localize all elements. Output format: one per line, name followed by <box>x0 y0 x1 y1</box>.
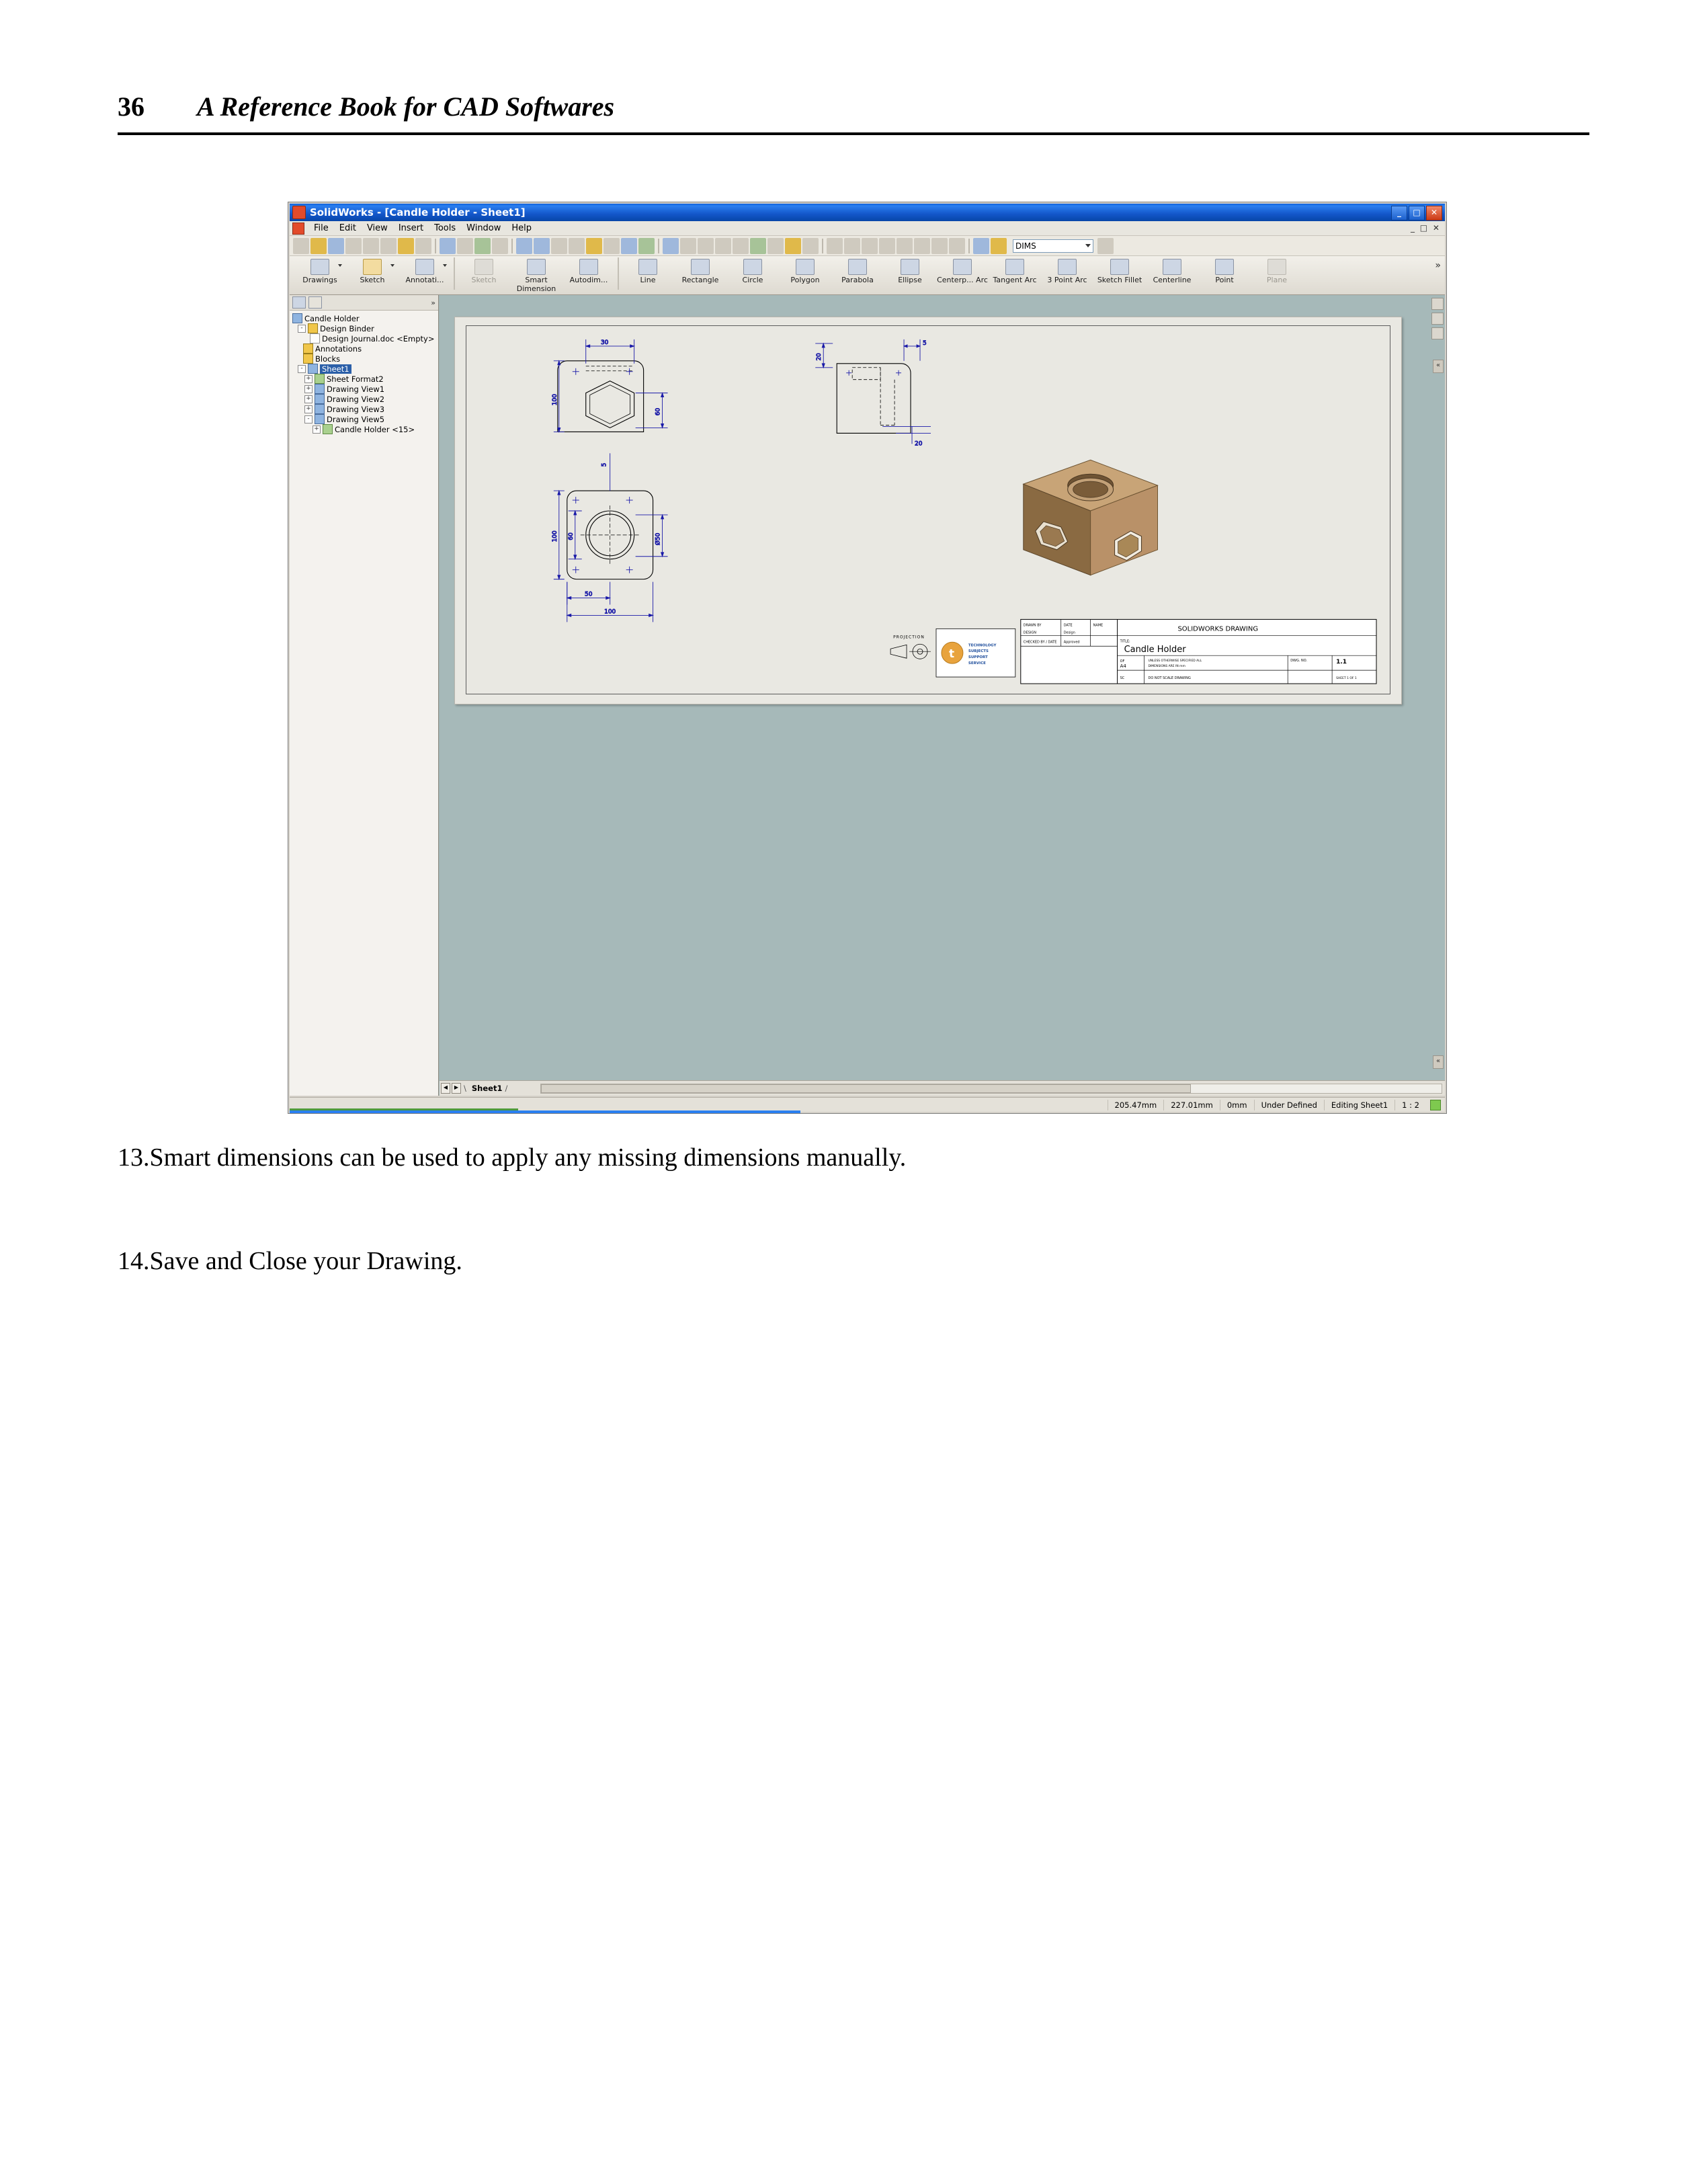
svg-text:OF: OF <box>1120 659 1125 664</box>
page-header <box>118 91 1589 138</box>
command-line-label: Line <box>640 276 656 284</box>
command-rectangle-label: Rectangle <box>681 276 719 284</box>
layer-select-value: DIMS <box>1015 241 1036 251</box>
toolbar-separator <box>822 239 823 253</box>
polygon-icon <box>796 259 815 275</box>
isometric-view <box>1024 460 1158 575</box>
command-manager <box>290 256 1445 295</box>
tree-item-annotations[interactable] <box>292 343 437 354</box>
tree-item-label: Drawing View2 <box>327 394 385 404</box>
command-ellipse-label: Ellipse <box>898 276 922 284</box>
print-icon[interactable] <box>345 238 362 254</box>
svg-text:NAME: NAME <box>1093 623 1104 628</box>
doc-icon <box>310 333 320 343</box>
command-centerpoint-arc-label: Centerp... Arc <box>937 276 988 284</box>
drawing-view-icon <box>315 414 325 424</box>
panel-collapse-icon-lower[interactable]: « <box>1433 1055 1444 1069</box>
menu-bar <box>290 221 1445 236</box>
sheet-format-icon <box>315 374 325 384</box>
zoom-to-selection-icon[interactable] <box>733 238 749 254</box>
svg-text:60: 60 <box>567 532 575 540</box>
drawing-view-icon <box>315 384 325 394</box>
toolbar-separator <box>435 239 436 253</box>
expand-toggle[interactable]: + <box>304 385 313 393</box>
svg-text:DWG. NO.: DWG. NO. <box>1290 659 1308 663</box>
circle-icon <box>743 259 762 275</box>
svg-text:UNLESS OTHERWISE SPECIFIED ALL: UNLESS OTHERWISE SPECIFIED ALL <box>1148 659 1202 663</box>
annotations-icon <box>303 343 313 354</box>
drawings-icon <box>310 259 329 275</box>
command-smart-dimension-label: Smart Dimension <box>516 276 556 293</box>
collapse-toggle[interactable]: - <box>298 325 306 333</box>
balloon-icon[interactable] <box>638 238 655 254</box>
centerpoint-arc-icon <box>953 259 972 275</box>
command-plane-label: Plane <box>1266 276 1288 284</box>
sketch-fillet-icon <box>1110 259 1129 275</box>
command-three-point-arc[interactable] <box>1041 256 1093 285</box>
command-sketch[interactable] <box>458 256 510 285</box>
line-icon <box>638 259 657 275</box>
cmd-tab-annotations[interactable] <box>399 256 451 285</box>
sketch-pencil-icon <box>474 259 493 275</box>
tile-vertical-icon[interactable] <box>844 238 860 254</box>
horizontal-scrollbar[interactable] <box>540 1084 1442 1094</box>
panel-collapse-icon[interactable]: « <box>1433 360 1444 373</box>
model-view-icon[interactable] <box>534 238 550 254</box>
tree-item-label: Blocks <box>315 354 341 364</box>
command-autodimension[interactable] <box>563 256 615 285</box>
status-z: 0mm <box>1220 1100 1254 1110</box>
tree-item-candle-holder-instance[interactable] <box>292 424 437 434</box>
svg-text:1.1: 1.1 <box>1336 659 1347 666</box>
svg-text:Ø50: Ø50 <box>655 532 662 546</box>
line-format-icon[interactable] <box>991 238 1007 254</box>
expand-toggle[interactable]: + <box>304 405 313 413</box>
page-setup-icon[interactable] <box>380 238 397 254</box>
svg-text:SUBJECTS: SUBJECTS <box>968 649 989 654</box>
tree-item-label: Candle Holder <box>304 313 360 323</box>
menu-item-file[interactable]: File <box>314 223 329 233</box>
feature-manager-tab-icon[interactable] <box>292 296 306 309</box>
rebuild-icon[interactable] <box>663 238 679 254</box>
expand-toggle[interactable]: + <box>304 375 313 383</box>
tree-item-label: Drawing View1 <box>327 384 385 394</box>
crop-view-icon[interactable] <box>603 238 620 254</box>
tab-shape-icon-right: / <box>505 1084 508 1093</box>
rectangle-icon <box>691 259 710 275</box>
svg-text:100: 100 <box>551 530 558 542</box>
work-area <box>290 295 1445 1096</box>
new-window-icon[interactable] <box>879 238 895 254</box>
feature-manager-tabs <box>290 295 438 311</box>
layer-properties-icon[interactable] <box>973 238 989 254</box>
tree-item-candle-holder[interactable] <box>292 313 437 323</box>
header-divider <box>118 132 1589 135</box>
cmd-tab-drawings-label: Drawings <box>302 276 337 284</box>
svg-text:100: 100 <box>551 394 558 406</box>
command-sketch-label: Sketch <box>471 276 497 284</box>
svg-text:PROJECTION: PROJECTION <box>893 635 925 640</box>
status-editing: Editing Sheet1 <box>1324 1100 1394 1110</box>
feature-manager-panel <box>290 295 439 1096</box>
menu-item-edit[interactable]: Edit <box>339 223 356 233</box>
svg-text:100: 100 <box>604 608 616 616</box>
tree-item-drawing-view2[interactable] <box>292 394 437 404</box>
rebuild-indicator-icon <box>1430 1100 1441 1110</box>
mass-properties-icon[interactable] <box>492 238 508 254</box>
svg-text:Candle Holder: Candle Holder <box>1124 645 1186 655</box>
svg-text:DESIGN: DESIGN <box>1023 631 1036 635</box>
sketch-icon <box>363 259 382 275</box>
note-icon[interactable] <box>621 238 637 254</box>
command-rectangle[interactable] <box>674 256 726 285</box>
file-explorer-icon[interactable] <box>1431 327 1444 339</box>
blocks-icon <box>303 354 313 364</box>
command-circle[interactable] <box>726 256 779 285</box>
feature-tree <box>290 311 438 434</box>
svg-text:5: 5 <box>601 462 608 467</box>
pan-icon[interactable] <box>767 238 784 254</box>
hide-show-icon[interactable] <box>914 238 930 254</box>
next-sheet-button[interactable]: ▶ <box>452 1083 461 1094</box>
sheet-tab-sheet1[interactable]: Sheet1 <box>471 1084 503 1093</box>
tree-item-sheet1[interactable] <box>292 364 437 374</box>
viewport-icon[interactable] <box>897 238 913 254</box>
sheet-tab-bar <box>440 1080 1445 1096</box>
menu-item-view[interactable]: View <box>366 223 388 233</box>
zoom-to-area-icon[interactable] <box>698 238 714 254</box>
command-centerline[interactable] <box>1146 256 1198 285</box>
svg-text:DRAWN BY: DRAWN BY <box>1023 623 1042 628</box>
command-autodimension-label: Autodim... <box>569 276 608 284</box>
smart-dimension-icon <box>527 259 546 275</box>
tree-item-label: Drawing View5 <box>327 414 385 424</box>
tangent-arc-icon <box>1005 259 1024 275</box>
svg-text:A4: A4 <box>1120 663 1126 670</box>
tree-item-label: Design Journal.doc <Empty> <box>322 333 435 343</box>
command-circle-label: Circle <box>742 276 763 284</box>
page-number: 36 <box>118 91 144 122</box>
view-palette-icon[interactable] <box>1431 298 1444 310</box>
chevron-down-icon[interactable] <box>338 264 342 267</box>
document-window-controls[interactable]: _ □ ✕ <box>1410 223 1441 233</box>
cmd-tab-sketch-label: Sketch <box>360 276 385 284</box>
command-tangent-arc-label: Tangent Arc <box>993 276 1037 284</box>
centerline-icon <box>1163 259 1181 275</box>
measure-icon[interactable] <box>474 238 491 254</box>
taskbar-blue-strip <box>290 1110 800 1113</box>
command-overflow-chevron[interactable]: » <box>1435 260 1441 271</box>
tree-item-label: Sheet Format2 <box>327 374 384 384</box>
prev-sheet-button[interactable]: ◀ <box>441 1083 450 1094</box>
svg-text:Approved: Approved <box>1063 640 1080 645</box>
svg-text:20: 20 <box>915 440 923 448</box>
view-layout-icon[interactable] <box>516 238 532 254</box>
chevron-down-icon[interactable] <box>390 264 394 267</box>
window-title: SolidWorks - [Candle Holder - Sheet1] <box>310 206 526 218</box>
parabola-icon <box>848 259 867 275</box>
tree-item-drawing-view5[interactable] <box>292 414 437 424</box>
redo-icon[interactable] <box>415 238 431 254</box>
svg-text:SHEET 1 OF 1: SHEET 1 OF 1 <box>1336 677 1357 681</box>
layer-select[interactable] <box>1013 239 1093 253</box>
svg-text:5: 5 <box>923 339 927 347</box>
zoom-in-out-icon[interactable] <box>715 238 731 254</box>
svg-text:TECHNOLOGY: TECHNOLOGY <box>968 643 997 648</box>
plane-icon <box>1267 259 1286 275</box>
rotate-view-icon[interactable] <box>750 238 766 254</box>
window-controls <box>1391 206 1442 220</box>
command-plane[interactable] <box>1251 256 1303 285</box>
solidworks-screenshot <box>288 202 1447 1114</box>
paragraph-13: 13.Smart dimensions can be used to apply any missing dimensions manually. <box>118 1143 907 1172</box>
svg-text:t: t <box>948 647 955 661</box>
svg-text:SERVICE: SERVICE <box>968 661 986 666</box>
display-style-icon[interactable] <box>802 238 819 254</box>
cmd-tab-sketch[interactable] <box>346 256 399 285</box>
toolbar-separator <box>968 239 970 253</box>
command-tangent-arc[interactable] <box>989 256 1041 285</box>
svg-text:SUPPORT: SUPPORT <box>968 655 988 660</box>
expand-toggle[interactable]: + <box>304 395 313 403</box>
drawing-view-icon <box>315 404 325 414</box>
toolbar-separator <box>511 239 513 253</box>
design-library-icon[interactable] <box>1431 313 1444 325</box>
svg-text:60: 60 <box>655 407 662 416</box>
drawing-canvas <box>466 326 1390 694</box>
command-point[interactable] <box>1198 256 1251 285</box>
cmd-tab-annotations-label: Annotati... <box>405 276 444 284</box>
point-icon <box>1215 259 1234 275</box>
status-scale: 1 : 2 <box>1394 1100 1426 1110</box>
svg-text:CHECKED BY / DATE: CHECKED BY / DATE <box>1023 640 1057 645</box>
paragraph-14: 14.Save and Close your Drawing. <box>118 1247 462 1275</box>
part-icon <box>323 424 333 434</box>
command-ellipse[interactable] <box>884 256 936 285</box>
status-x: 205.47mm <box>1108 1100 1164 1110</box>
undo-icon[interactable] <box>398 238 414 254</box>
zoom-to-fit-icon[interactable] <box>680 238 696 254</box>
open-icon[interactable] <box>310 238 327 254</box>
chevron-down-icon <box>1085 244 1091 247</box>
expand-toggle[interactable]: + <box>313 426 321 434</box>
svg-text:TITLE:: TITLE: <box>1120 639 1130 644</box>
view-orientation-icon[interactable] <box>785 238 801 254</box>
tree-item-label: Annotations <box>315 343 362 354</box>
svg-text:DATE: DATE <box>1063 623 1073 628</box>
app-menu-icon[interactable] <box>292 223 304 235</box>
three-point-arc-icon <box>1058 259 1077 275</box>
svg-text:50: 50 <box>585 591 593 598</box>
tree-item-sheet-format2[interactable] <box>292 374 437 384</box>
property-manager-tab-icon[interactable] <box>308 296 322 309</box>
svg-text:DIMENSIONS ARE IN mm: DIMENSIONS ARE IN mm <box>1148 665 1185 669</box>
drawing-sheet[interactable] <box>454 317 1402 704</box>
tree-item-label: Drawing View3 <box>327 404 385 414</box>
drawing-view-icon <box>315 394 325 404</box>
broken-out-icon[interactable] <box>586 238 602 254</box>
tree-item-blocks[interactable] <box>292 354 437 364</box>
close-button[interactable]: ✕ <box>1426 206 1442 220</box>
svg-text:30: 30 <box>600 339 609 346</box>
layer-button-icon[interactable] <box>1097 238 1114 254</box>
collapse-toggle[interactable]: - <box>304 415 313 423</box>
status-state: Under Defined <box>1254 1100 1324 1110</box>
page-title: A Reference Book for CAD Softwares <box>197 91 615 122</box>
tree-item-label: Design Binder <box>320 323 374 333</box>
drawing-sheet-border <box>466 325 1390 694</box>
tile-horizontal-icon[interactable] <box>827 238 843 254</box>
command-sketch-fillet[interactable] <box>1093 256 1146 285</box>
command-centerpoint-arc[interactable] <box>936 256 989 285</box>
solidworks-icon <box>292 206 306 219</box>
svg-text:SOLIDWORKS DRAWING: SOLIDWORKS DRAWING <box>1177 625 1259 633</box>
menu-item-help[interactable]: Help <box>511 223 532 233</box>
tree-item-drawing-view1[interactable] <box>292 384 437 394</box>
menu-item-tools[interactable]: Tools <box>434 223 456 233</box>
command-separator <box>618 257 619 290</box>
standard-toolbar <box>290 236 1445 256</box>
appearance-icon[interactable] <box>931 238 948 254</box>
detail-view-icon[interactable] <box>569 238 585 254</box>
cascade-icon[interactable] <box>862 238 878 254</box>
tab-shape-icon: \ <box>464 1084 466 1093</box>
scrollbar-thumb[interactable] <box>541 1084 1191 1093</box>
menu-item-window[interactable]: Window <box>466 223 501 233</box>
tree-collapse-chevron[interactable]: » <box>431 298 435 307</box>
command-point-label: Point <box>1215 276 1234 284</box>
save-icon[interactable] <box>328 238 344 254</box>
command-separator <box>454 257 455 290</box>
print-preview-icon[interactable] <box>363 238 379 254</box>
graphics-area[interactable] <box>440 295 1445 1096</box>
command-polygon-label: Polygon <box>790 276 820 284</box>
command-polygon[interactable] <box>779 256 831 285</box>
toolbar-separator <box>658 239 659 253</box>
tree-item-label: Sheet1 <box>320 364 351 374</box>
annotation-icon <box>415 259 434 275</box>
command-sketch-fillet-label: Sketch Fillet <box>1097 276 1142 284</box>
cmd-tab-drawings[interactable] <box>294 256 346 285</box>
tree-item-design-binder[interactable] <box>292 323 437 333</box>
svg-text:SC: SC <box>1120 676 1125 681</box>
tree-item-design-journal[interactable] <box>292 333 437 343</box>
folder-icon <box>308 323 318 333</box>
svg-text:Design: Design <box>1063 631 1075 635</box>
auto-dimension-icon <box>579 259 598 275</box>
section-view-icon[interactable] <box>551 238 567 254</box>
collapse-toggle[interactable]: - <box>298 365 306 373</box>
command-centerline-label: Centerline <box>1153 276 1192 284</box>
scene-icon[interactable] <box>949 238 965 254</box>
document-icon <box>292 313 302 323</box>
ellipse-icon <box>901 259 919 275</box>
new-icon[interactable] <box>293 238 309 254</box>
command-smart-dimension[interactable] <box>510 256 563 293</box>
command-parabola-label: Parabola <box>841 276 874 284</box>
graphics-side-icons <box>1431 298 1444 342</box>
window-title-bar <box>290 204 1445 221</box>
command-parabola[interactable] <box>831 256 884 285</box>
minimize-button[interactable]: _ <box>1391 206 1407 220</box>
smart-dimension-toolbar-icon[interactable] <box>457 238 473 254</box>
command-three-point-arc-label: 3 Point Arc <box>1047 276 1087 284</box>
status-y: 227.01mm <box>1163 1100 1220 1110</box>
svg-text:20: 20 <box>816 353 823 361</box>
command-line[interactable] <box>622 256 674 285</box>
menu-item-insert[interactable]: Insert <box>398 223 424 233</box>
maximize-button[interactable]: □ <box>1409 206 1425 220</box>
svg-text:DO NOT SCALE DRAWING: DO NOT SCALE DRAWING <box>1148 676 1191 681</box>
tree-item-drawing-view3[interactable] <box>292 404 437 414</box>
sheet-icon <box>308 364 318 374</box>
select-icon[interactable] <box>440 238 456 254</box>
chevron-down-icon[interactable] <box>443 264 447 267</box>
tree-item-label: Candle Holder <15> <box>335 424 415 434</box>
